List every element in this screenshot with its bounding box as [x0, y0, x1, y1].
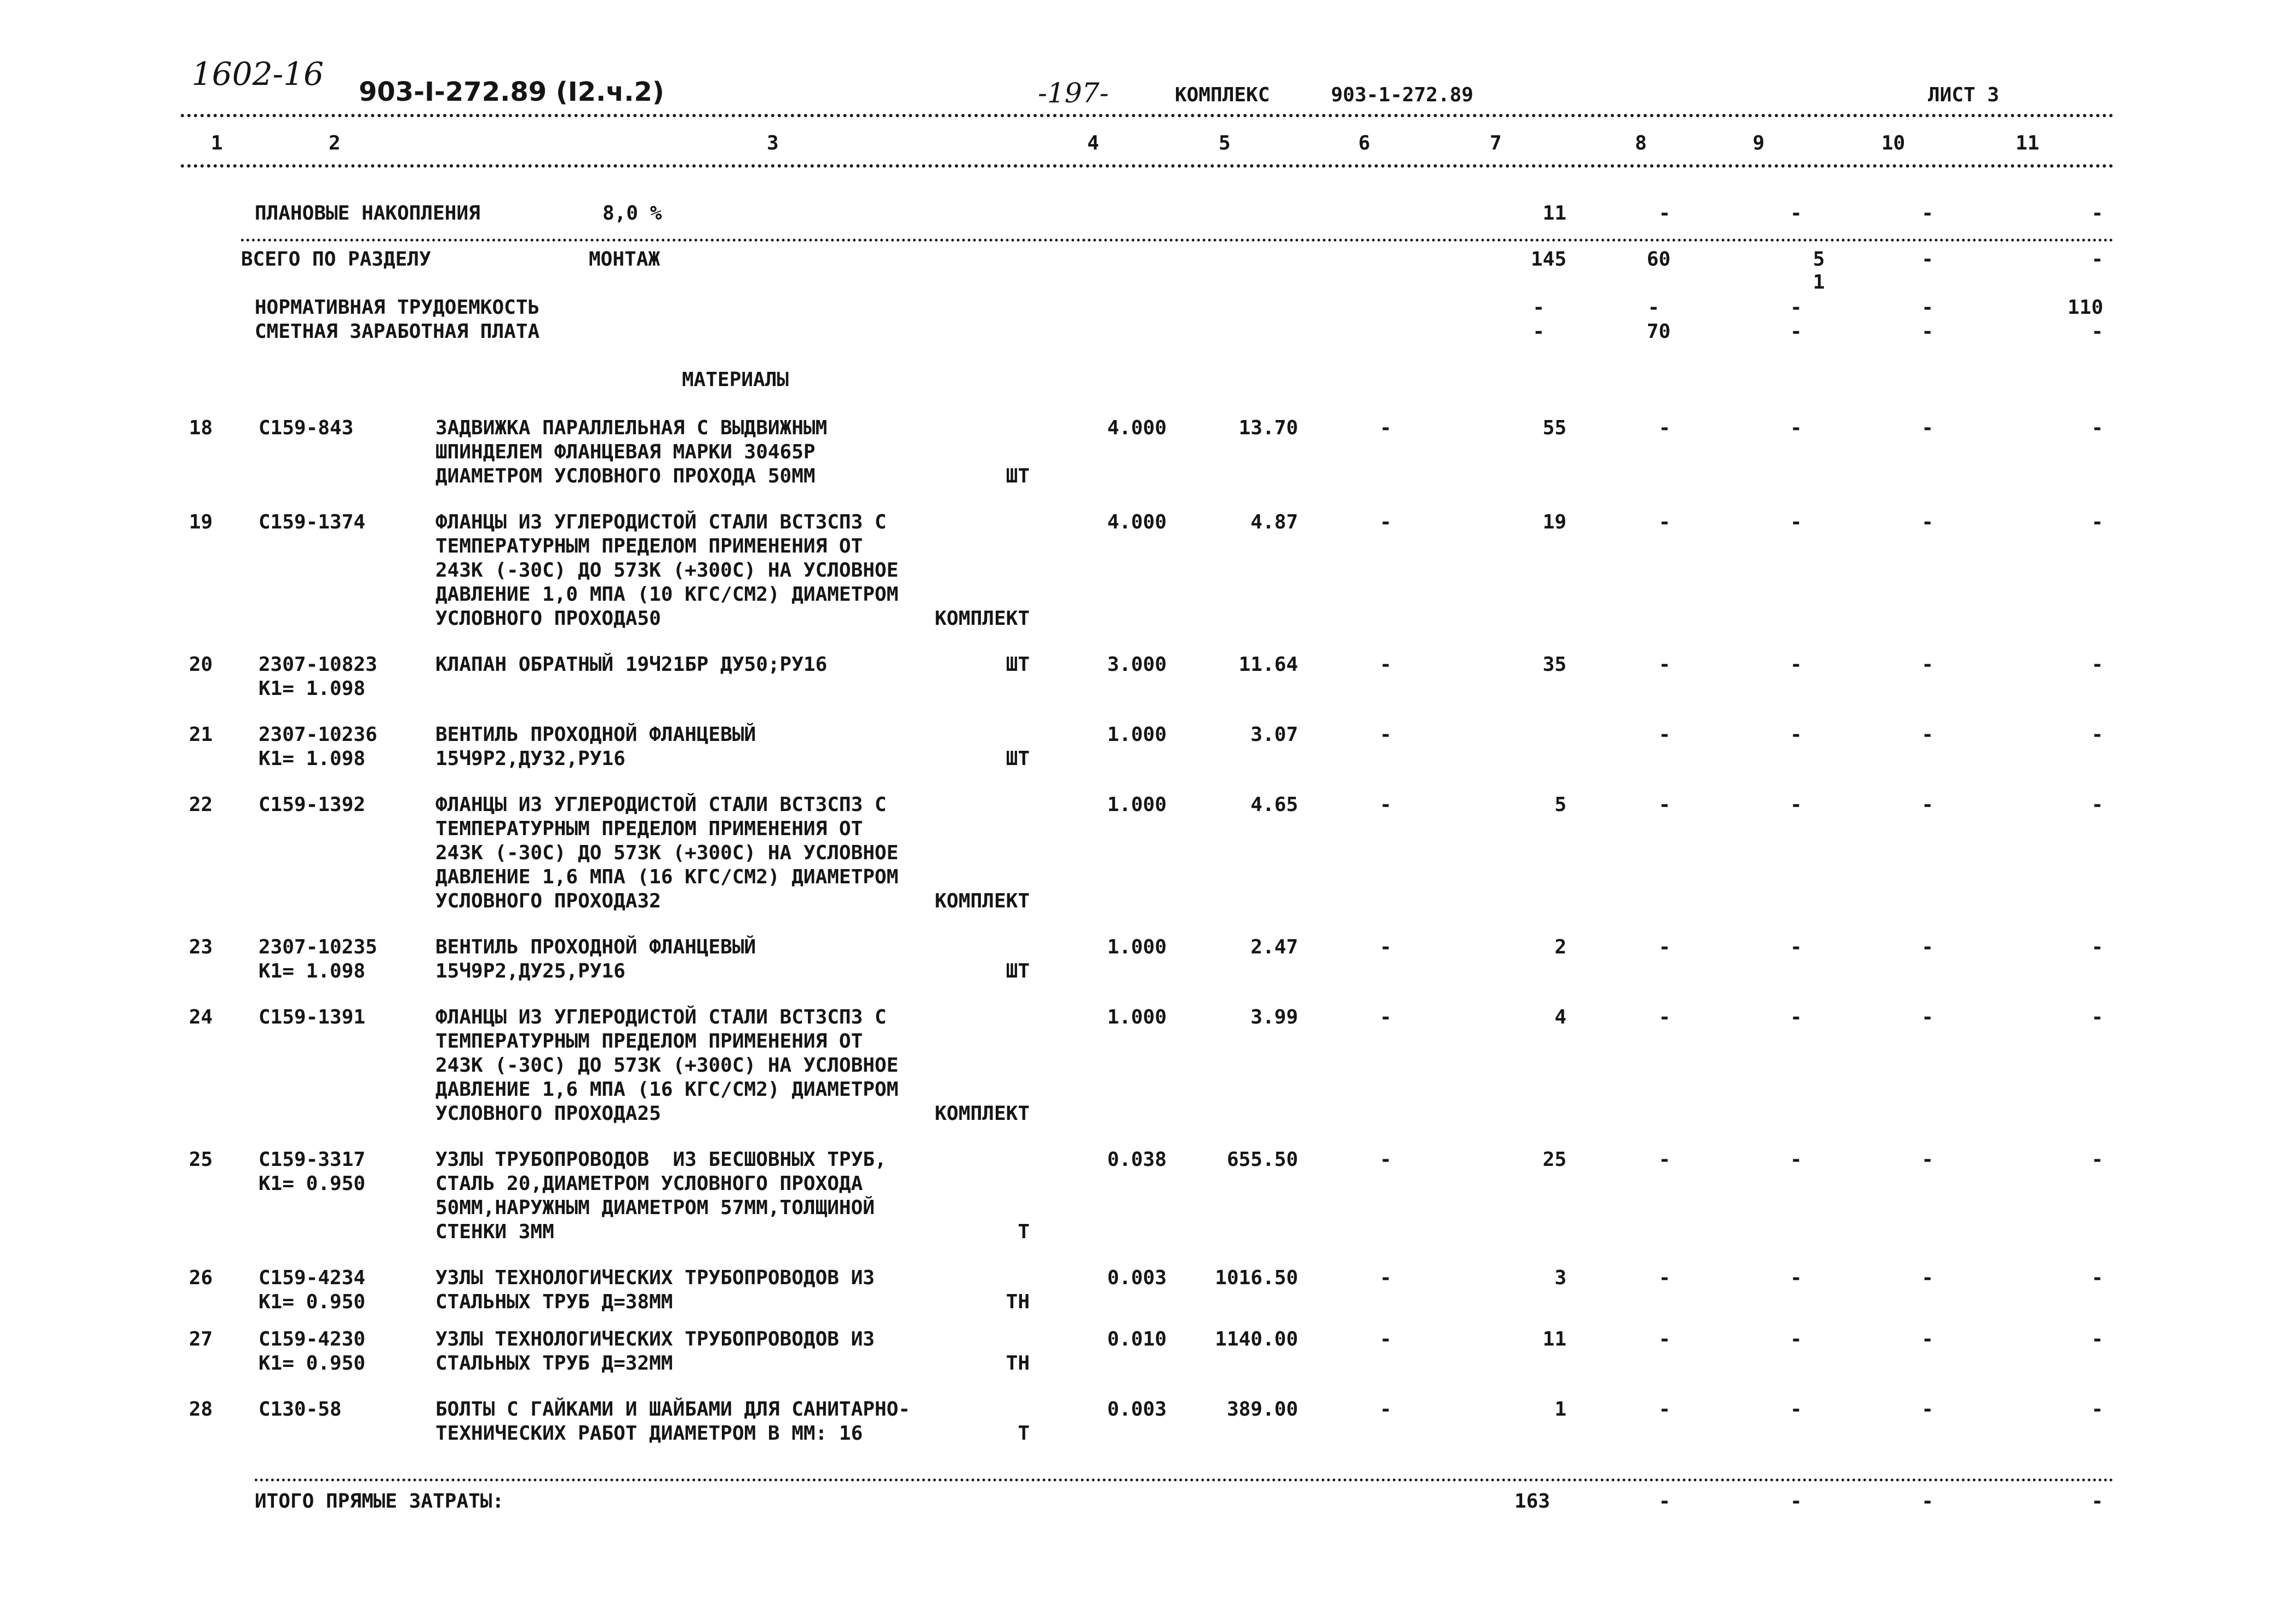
wages-col-8: 70 — [1646, 320, 1671, 343]
column-header-10: 10 — [1881, 132, 1905, 154]
row-col-10: - — [1921, 1006, 1933, 1028]
total-col-11: - — [2091, 1490, 2103, 1513]
row-col-8: - — [1658, 511, 1671, 533]
row-col-8: - — [1658, 1267, 1671, 1289]
total-col-9: - — [1790, 1490, 1802, 1513]
row-description-line: БОЛТЫ С ГАЙКАМИ И ШАЙБАМИ ДЛЯ САНИТАРНО- — [435, 1398, 910, 1421]
row-description-line: УСЛОВНОГО ПРОХОДА50 — [435, 607, 661, 630]
row-unit-price: 3.99 — [1250, 1006, 1298, 1028]
row-quantity: 4.000 — [1107, 511, 1167, 533]
row-description-line: СТАЛЬ 20,ДИАМЕТРОМ УСЛОВНОГО ПРОХОДА — [435, 1172, 863, 1195]
row-quantity: 1.000 — [1107, 794, 1167, 816]
row-description-line: ВЕНТИЛЬ ПРОХОДНОЙ ФЛАНЦЕВЫЙ — [435, 723, 756, 746]
row-number: 19 — [189, 511, 213, 533]
row-code: С159-4230 — [259, 1328, 366, 1350]
row-unit-price: 11.64 — [1238, 653, 1298, 676]
row-quantity: 1.000 — [1107, 723, 1167, 746]
row-col-6: - — [1380, 1006, 1392, 1028]
row-col-10: - — [1921, 511, 1933, 533]
section-divider — [241, 239, 2114, 242]
row-description-line: ДАВЛЕНИЕ 1,6 МПА (16 КГС/СМ2) ДИАМЕТРОМ — [435, 866, 899, 888]
wages-col-9: - — [1790, 320, 1802, 343]
row-number: 24 — [189, 1006, 213, 1028]
planned-col-10: - — [1921, 202, 1933, 225]
row-unit: ШТ — [1006, 960, 1030, 982]
section-total-name: МОНТАЖ — [589, 248, 661, 271]
row-coefficient: К1= 0.950 — [259, 1352, 366, 1375]
row-col-9: - — [1790, 1398, 1802, 1421]
row-description-line: ТЕМПЕРАТУРНЫМ ПРЕДЕЛОМ ПРИМЕНЕНИЯ ОТ — [435, 535, 863, 557]
row-col-7: 55 — [1542, 417, 1566, 439]
column-header-1: 1 — [211, 132, 223, 154]
row-unit-price: 4.65 — [1250, 794, 1298, 816]
planned-col-11: - — [2091, 202, 2103, 225]
row-number: 27 — [189, 1328, 213, 1350]
row-code: С159-4234 — [259, 1267, 366, 1289]
section-total-col-11: - — [2091, 248, 2103, 271]
wages-label: СМЕТНАЯ ЗАРАБОТНАЯ ПЛАТА — [255, 320, 540, 343]
row-description-line: ФЛАНЦЫ ИЗ УГЛЕРОДИСТОЙ СТАЛИ ВСТ3СП3 С — [435, 1006, 887, 1028]
row-col-9: - — [1790, 417, 1802, 439]
row-description-line: КЛАПАН ОБРАТНЫЙ 19Ч21БР ДУ50;РУ16 — [435, 653, 828, 676]
row-number: 23 — [189, 936, 213, 958]
header-top-rule — [181, 114, 2114, 117]
row-col-7: 1 — [1554, 1398, 1566, 1421]
wages-col-11: - — [2091, 320, 2103, 343]
row-description-line: ТЕМПЕРАТУРНЫМ ПРЕДЕЛОМ ПРИМЕНЕНИЯ ОТ — [435, 1030, 863, 1053]
row-code: 2307-10236 — [259, 723, 377, 746]
row-description-line: 243К (-30С) ДО 573К (+300С) НА УСЛОВНОЕ — [435, 559, 899, 582]
row-col-9: - — [1790, 1148, 1802, 1171]
row-col-7: 19 — [1542, 511, 1566, 533]
row-quantity: 1.000 — [1107, 936, 1167, 958]
row-description-line: ДАВЛЕНИЕ 1,0 МПА (10 КГС/СМ2) ДИАМЕТРОМ — [435, 583, 899, 606]
row-col-11: - — [2091, 794, 2103, 816]
row-number: 18 — [189, 417, 213, 439]
row-col-9: - — [1790, 936, 1802, 958]
row-col-6: - — [1380, 417, 1392, 439]
row-description-line: 243К (-30С) ДО 573К (+300С) НА УСЛОВНОЕ — [435, 842, 899, 864]
row-unit: ТН — [1006, 1291, 1030, 1313]
section-total-col-8: 60 — [1646, 248, 1671, 271]
row-col-6: - — [1380, 653, 1392, 676]
row-unit-price: 13.70 — [1238, 417, 1298, 439]
row-col-8: - — [1658, 1148, 1671, 1171]
row-description-line: ДИАМЕТРОМ УСЛОВНОГО ПРОХОДА 50ММ — [435, 465, 816, 487]
row-col-8: - — [1658, 653, 1671, 676]
row-col-7: 4 — [1554, 1006, 1566, 1028]
row-description-line: УЗЛЫ ТРУБОПРОВОДОВ ИЗ БЕСШОВНЫХ ТРУБ, — [435, 1148, 887, 1171]
column-header-9: 9 — [1753, 132, 1765, 154]
row-col-9: - — [1790, 1328, 1802, 1350]
row-description-line: ФЛАНЦЫ ИЗ УГЛЕРОДИСТОЙ СТАЛИ ВСТ3СП3 С — [435, 511, 887, 533]
header-bottom-rule — [181, 164, 2114, 168]
row-unit-price: 2.47 — [1250, 936, 1298, 958]
row-description-line: 15Ч9Р2,ДУ25,РУ16 — [435, 960, 625, 982]
row-description-line: ФЛАНЦЫ ИЗ УГЛЕРОДИСТОЙ СТАЛИ ВСТ3СП3 С — [435, 794, 887, 816]
row-code: 2307-10823 — [259, 653, 377, 676]
column-header-11: 11 — [2016, 132, 2040, 154]
row-number: 25 — [189, 1148, 213, 1171]
total-col-8: - — [1658, 1490, 1671, 1513]
row-quantity: 3.000 — [1107, 653, 1167, 676]
row-unit: ШТ — [1006, 653, 1030, 676]
row-description-line: ВЕНТИЛЬ ПРОХОДНОЙ ФЛАНЦЕВЫЙ — [435, 936, 756, 958]
section-total-label: ВСЕГО ПО РАЗДЕЛУ — [241, 248, 431, 271]
row-col-10: - — [1921, 1148, 1933, 1171]
row-unit-price: 655.50 — [1226, 1148, 1298, 1171]
row-col-10: - — [1921, 1267, 1933, 1289]
row-description-line: ДАВЛЕНИЕ 1,6 МПА (16 КГС/СМ2) ДИАМЕТРОМ — [435, 1078, 899, 1101]
column-header-4: 4 — [1087, 132, 1099, 154]
row-col-6: - — [1380, 1267, 1392, 1289]
row-col-6: - — [1380, 723, 1392, 746]
row-col-7: 3 — [1554, 1267, 1566, 1289]
planned-col-8: - — [1658, 202, 1671, 225]
row-code: С159-3317 — [259, 1148, 366, 1171]
row-quantity: 4.000 — [1107, 417, 1167, 439]
row-col-7: 2 — [1554, 936, 1566, 958]
row-unit: КОМПЛЕКТ — [934, 890, 1030, 912]
column-header-8: 8 — [1635, 132, 1647, 154]
row-col-11: - — [2091, 723, 2103, 746]
row-code: С159-1392 — [259, 794, 366, 816]
row-col-6: - — [1380, 1328, 1392, 1350]
row-description-line: ТЕХНИЧЕСКИХ РАБОТ ДИАМЕТРОМ В ММ: 16 — [435, 1422, 863, 1445]
row-col-8: - — [1658, 1398, 1671, 1421]
row-description-line: 15Ч9Р2,ДУ32,РУ16 — [435, 748, 625, 770]
materials-heading: МАТЕРИАЛЫ — [682, 369, 789, 391]
row-col-8: - — [1658, 936, 1671, 958]
row-quantity: 0.003 — [1107, 1267, 1167, 1289]
row-col-9: - — [1790, 794, 1802, 816]
total-divider — [255, 1479, 2114, 1481]
row-unit-price: 4.87 — [1250, 511, 1298, 533]
row-quantity: 1.000 — [1107, 1006, 1167, 1028]
planned-percent: 8,0 % — [602, 202, 662, 225]
row-description-line: УСЛОВНОГО ПРОХОДА25 — [435, 1102, 661, 1125]
row-unit: Т — [1018, 1221, 1030, 1243]
row-unit: ШТ — [1006, 465, 1030, 487]
row-col-10: - — [1921, 936, 1933, 958]
row-description-line: СТАЛЬНЫХ ТРУБ Д=38ММ — [435, 1291, 673, 1313]
row-coefficient: К1= 0.950 — [259, 1291, 366, 1313]
labor-label: НОРМАТИВНАЯ ТРУДОЕМКОСТЬ — [255, 296, 540, 319]
wages-col-7: - — [1532, 320, 1545, 343]
row-col-10: - — [1921, 794, 1933, 816]
row-col-7: 25 — [1542, 1148, 1566, 1171]
row-code: С130-58 — [259, 1398, 342, 1421]
row-col-11: - — [2091, 417, 2103, 439]
planned-label: ПЛАНОВЫЕ НАКОПЛЕНИЯ — [255, 202, 480, 225]
row-unit-price: 1140.00 — [1215, 1328, 1298, 1350]
total-label: ИТОГО ПРЯМЫЕ ЗАТРАТЫ: — [255, 1490, 504, 1513]
column-header-3: 3 — [767, 132, 779, 154]
row-description-line: УЗЛЫ ТЕХНОЛОГИЧЕСКИХ ТРУБОПРОВОДОВ ИЗ — [435, 1267, 875, 1289]
handwritten-number: 1602-16 — [192, 55, 324, 93]
row-code: С159-843 — [259, 417, 354, 439]
labor-col-11: 110 — [2067, 296, 2103, 319]
section-total-col-10: - — [1921, 248, 1933, 271]
row-code: 2307-10235 — [259, 936, 377, 958]
labor-col-9: - — [1790, 296, 1802, 319]
wages-col-10: - — [1921, 320, 1933, 343]
total-col-7: 163 — [1514, 1490, 1550, 1513]
row-col-10: - — [1921, 653, 1933, 676]
row-coefficient: К1= 1.098 — [259, 960, 366, 982]
section-total-col-9a: 5 — [1813, 248, 1825, 271]
row-description-line: СТАЛЬНЫХ ТРУБ Д=32ММ — [435, 1352, 673, 1375]
row-unit-price: 3.07 — [1250, 723, 1298, 746]
row-description-line: 243К (-30С) ДО 573К (+300С) НА УСЛОВНОЕ — [435, 1054, 899, 1077]
column-header-6: 6 — [1358, 132, 1370, 154]
row-col-8: - — [1658, 723, 1671, 746]
row-unit-price: 1016.50 — [1215, 1267, 1298, 1289]
document-code: 903-I-272.89 (I2.ч.2) — [359, 77, 664, 107]
complex-code: 903-1-272.89 — [1331, 84, 1474, 106]
row-code: С159-1391 — [259, 1006, 366, 1028]
row-col-6: - — [1380, 1148, 1392, 1171]
section-total-col-7: 145 — [1530, 248, 1566, 271]
row-description-line: ТЕМПЕРАТУРНЫМ ПРЕДЕЛОМ ПРИМЕНЕНИЯ ОТ — [435, 818, 863, 840]
row-number: 22 — [189, 794, 213, 816]
row-col-10: - — [1921, 723, 1933, 746]
row-unit: ШТ — [1006, 748, 1030, 770]
row-col-11: - — [2091, 653, 2103, 676]
row-col-9: - — [1790, 653, 1802, 676]
row-col-11: - — [2091, 511, 2103, 533]
row-coefficient: К1= 1.098 — [259, 748, 366, 770]
row-number: 28 — [189, 1398, 213, 1421]
row-coefficient: К1= 0.950 — [259, 1172, 366, 1195]
planned-col-9: - — [1790, 202, 1802, 225]
row-description-line: ШПИНДЕЛЕМ ФЛАНЦЕВАЯ МАРКИ 30465Р — [435, 441, 816, 463]
labor-col-10: - — [1921, 296, 1933, 319]
row-description-line: ЗАДВИЖКА ПАРАЛЛЕЛЬНАЯ С ВЫДВИЖНЫМ — [435, 417, 828, 439]
row-col-11: - — [2091, 1398, 2103, 1421]
row-unit: КОМПЛЕКТ — [934, 1102, 1030, 1125]
row-unit: Т — [1018, 1422, 1030, 1445]
row-col-6: - — [1380, 511, 1392, 533]
row-quantity: 0.003 — [1107, 1398, 1167, 1421]
row-col-9: - — [1790, 1267, 1802, 1289]
row-unit-price: 389.00 — [1226, 1398, 1298, 1421]
row-col-10: - — [1921, 1328, 1933, 1350]
row-description-line: СТЕНКИ 3ММ — [435, 1221, 554, 1243]
row-col-7: 5 — [1554, 794, 1566, 816]
total-col-10: - — [1921, 1490, 1933, 1513]
row-quantity: 0.038 — [1107, 1148, 1167, 1171]
row-col-9: - — [1790, 723, 1802, 746]
row-col-11: - — [2091, 1328, 2103, 1350]
row-number: 26 — [189, 1267, 213, 1289]
row-col-8: - — [1658, 1006, 1671, 1028]
row-description-line: УЗЛЫ ТЕХНОЛОГИЧЕСКИХ ТРУБОПРОВОДОВ ИЗ — [435, 1328, 875, 1350]
row-code: С159-1374 — [259, 511, 366, 533]
labor-col-7: - — [1532, 296, 1545, 319]
row-col-11: - — [2091, 1006, 2103, 1028]
column-header-2: 2 — [329, 132, 341, 154]
column-header-7: 7 — [1490, 132, 1502, 154]
row-col-8: - — [1658, 417, 1671, 439]
column-header-5: 5 — [1219, 132, 1231, 154]
row-col-11: - — [2091, 936, 2103, 958]
row-col-11: - — [2091, 1148, 2103, 1171]
section-total-col-9b: 1 — [1813, 271, 1825, 294]
row-quantity: 0.010 — [1107, 1328, 1167, 1350]
row-col-6: - — [1380, 1398, 1392, 1421]
row-col-9: - — [1790, 1006, 1802, 1028]
row-description-line: 50ММ,НАРУЖНЫМ ДИАМЕТРОМ 57ММ,ТОЛЩИНОЙ — [435, 1197, 875, 1219]
row-unit: ТН — [1006, 1352, 1030, 1375]
row-description-line: УСЛОВНОГО ПРОХОДА32 — [435, 890, 661, 912]
labor-col-8: - — [1648, 296, 1660, 319]
planned-col-7: 11 — [1542, 202, 1566, 225]
row-col-9: - — [1790, 511, 1802, 533]
row-col-10: - — [1921, 1398, 1933, 1421]
row-coefficient: К1= 1.098 — [259, 677, 366, 700]
row-col-6: - — [1380, 794, 1392, 816]
row-col-7: 35 — [1542, 653, 1566, 676]
row-col-8: - — [1658, 794, 1671, 816]
row-unit: КОМПЛЕКТ — [934, 607, 1030, 630]
row-col-7: 11 — [1542, 1328, 1566, 1350]
row-number: 20 — [189, 653, 213, 676]
page-number: -197- — [1038, 77, 1109, 109]
row-col-10: - — [1921, 417, 1933, 439]
row-col-8: - — [1658, 1328, 1671, 1350]
complex-label: КОМПЛЕКС — [1175, 84, 1270, 106]
row-col-11: - — [2091, 1267, 2103, 1289]
row-col-6: - — [1380, 936, 1392, 958]
row-number: 21 — [189, 723, 213, 746]
sheet-label: ЛИСТ 3 — [1928, 84, 2000, 106]
